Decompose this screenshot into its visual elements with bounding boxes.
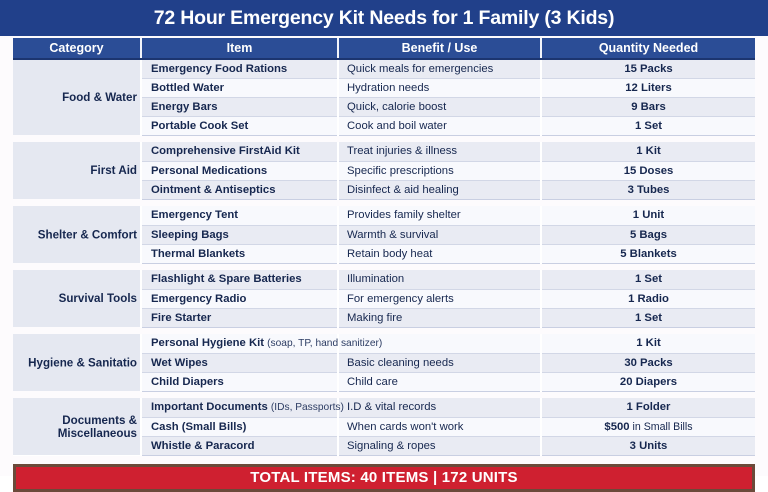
quantity-cell [541,225,755,244]
item-label: Personal Medications [151,164,268,177]
benefit-label: For emergency alerts [347,292,454,305]
item-label: Important Documents (IDs, Passports) [151,401,344,414]
item-cell [141,97,338,116]
benefit-label: Warmth & survival [347,228,439,241]
benefit-label: I.D & vital records [347,401,437,414]
benefit-label: Making fire [347,311,403,324]
quantity-cell [541,78,755,97]
item-cell [141,372,338,391]
quantity-label: 15 Packs [624,62,673,75]
column-header-item: Item [141,38,338,59]
column-header-quantity: Quantity Needed [541,38,755,59]
quantity-label: 1 Kit [636,337,661,350]
benefit-cell [338,206,541,225]
group-separator-cell [13,391,755,398]
item-label: Emergency Radio [151,292,247,305]
quantity-cell [541,436,755,455]
group-separator [13,263,755,270]
item-cell [141,161,338,180]
benefit-label: Quick, calorie boost [347,100,447,113]
item-label: Fire Starter [151,311,212,324]
item-cell [141,353,338,372]
quantity-label: 12 Liters [625,81,672,94]
benefit-cell [338,244,541,263]
quantity-label: 1 Folder [626,401,671,414]
quantity-cell [541,270,755,289]
benefit-label: Retain body heat [347,247,433,260]
quantity-label: 1 Unit [632,209,665,222]
table-body [13,59,755,455]
quantity-cell [541,289,755,308]
table-row [13,398,755,417]
item-cell [141,116,338,135]
item-cell [141,142,338,161]
item-label: Energy Bars [151,100,218,113]
category-label: Food & Water [62,91,137,104]
item-cell [141,78,338,97]
item-cell [141,289,338,308]
table-header-row [13,38,755,59]
column-header-benefit: Benefit / Use [338,38,541,59]
quantity-label: 9 Bars [631,100,666,113]
item-label: Wet Wipes [151,356,208,369]
quantity-label: 1 Kit [636,145,661,158]
benefit-label: Cook and boil water [347,119,447,132]
category-cell [13,398,141,455]
group-separator-cell [13,135,755,142]
benefit-label: Disinfect & aid healing [347,183,459,196]
quantity-cell [541,97,755,116]
benefit-cell [338,398,541,417]
quantity-cell [541,142,755,161]
table-row [13,334,755,353]
category-cell [13,270,141,327]
quantity-cell [541,206,755,225]
benefit-cell [338,142,541,161]
benefit-label: When cards won't work [347,420,464,433]
benefit-cell [338,289,541,308]
item-label: Emergency Food Rations [151,62,288,75]
item-label: Cash (Small Bills) [151,420,247,433]
group-separator [13,391,755,398]
item-cell [141,206,338,225]
item-cell [141,225,338,244]
group-separator [13,327,755,334]
table-container [13,36,755,456]
item-label: Portable Cook Set [151,119,249,132]
item-cell [141,270,338,289]
quantity-label: 3 Units [629,439,668,452]
item-cell [141,59,338,78]
quantity-sublabel: in Small Bills [629,420,693,433]
quantity-label: 30 Packs [624,356,673,369]
item-sublabel: (IDs, Passports) [270,402,344,414]
table-header [13,38,755,59]
category-cell [13,142,141,199]
benefit-cell [338,59,541,78]
group-separator-cell [13,199,755,206]
category-label: Documents & [62,413,137,427]
item-label: Emergency Tent [151,209,239,222]
quantity-cell [541,353,755,372]
category-cell [13,206,141,263]
table-row [13,270,755,289]
quantity-cell [541,116,755,135]
quantity-cell [541,59,755,78]
page-title: 72 Hour Emergency Kit Needs for 1 Family (3 Kids) [153,6,615,29]
quantity-cell [541,308,755,327]
quantity-label: 1 Set [634,119,662,132]
item-label: Child Diapers [151,375,224,388]
quantity-label: 5 Blankets [620,247,677,260]
category-label: First Aid [90,164,137,177]
category-cell [13,59,141,135]
table-row [13,206,755,225]
category-label: Shelter & Comfort [37,228,137,242]
benefit-cell [338,97,541,116]
quantity-label: 1 Set [634,311,662,324]
total-items-label: TOTAL ITEMS: 40 ITEMS | 172 UNITS [250,469,518,486]
benefit-cell [338,161,541,180]
benefit-label: Quick meals for emergencies [347,62,494,75]
benefit-label: Hydration needs [347,81,430,94]
item-label: Whistle & Paracord [151,439,255,452]
group-separator-cell [13,263,755,270]
benefit-label: Basic cleaning needs [347,356,454,369]
benefit-cell [338,372,541,391]
benefit-cell [338,180,541,199]
quantity-label: 15 Doses [623,164,674,177]
item-label: Thermal Blankets [151,247,246,260]
category-label: Survival Tools [58,292,137,305]
table-row [13,59,755,78]
benefit-cell [338,436,541,455]
benefit-label: Provides family shelter [347,209,461,222]
group-separator-cell [13,327,755,334]
title-bar [0,0,768,36]
item-cell [141,180,338,199]
item-label: Ointment & Antiseptics [151,183,276,196]
item-cell [141,398,344,417]
benefit-cell [338,116,541,135]
item-cell [141,436,338,455]
quantity-cell [541,372,755,391]
category-label: Hygiene & Sanitatio [28,356,137,370]
column-header-category: Category [13,38,141,59]
benefit-label: Illumination [347,273,405,286]
quantity-label: 1 Radio [628,292,669,305]
category-label: Miscellaneous [57,426,137,440]
category-cell [13,334,141,391]
quantity-label: 1 Set [634,273,662,286]
quantity-label: 5 Bags [629,228,668,241]
quantity-cell [541,244,755,263]
item-label: Comprehensive FirstAid Kit [151,145,300,158]
quantity-cell [541,161,755,180]
item-label: Flashlight & Spare Batteries [151,273,302,286]
benefit-label: Child care [347,375,398,388]
benefit-cell [338,78,541,97]
quantity-cell [541,180,755,199]
table-row [13,142,755,161]
item-cell [141,244,338,263]
benefit-cell [338,308,541,327]
quantity-label: 3 Tubes [627,183,670,196]
quantity-cell [541,398,755,417]
item-label: Bottled Water [151,81,225,94]
item-label: Personal Hygiene Kit (soap, TP, hand sanitizer) [151,337,383,350]
benefit-label: Treat injuries & illness [347,145,458,158]
quantity-cell [541,334,755,353]
total-banner [13,464,755,492]
benefit-cell [338,417,541,436]
item-cell [141,417,338,436]
benefit-label: Specific prescriptions [347,164,454,177]
quantity-label: $500 [604,420,630,433]
quantity-label: 20 Diapers [619,375,678,388]
benefit-cell [338,353,541,372]
benefit-cell [338,270,541,289]
group-separator [13,135,755,142]
item-label: Sleeping Bags [151,228,229,241]
item-sublabel: (soap, TP, hand sanitizer) [267,338,383,350]
item-cell [141,308,338,327]
emergency-kit-table [13,38,755,456]
group-separator [13,199,755,206]
item-cell [141,334,383,353]
benefit-label: Signaling & ropes [347,439,436,452]
benefit-cell [338,225,541,244]
quantity-cell [541,417,755,436]
